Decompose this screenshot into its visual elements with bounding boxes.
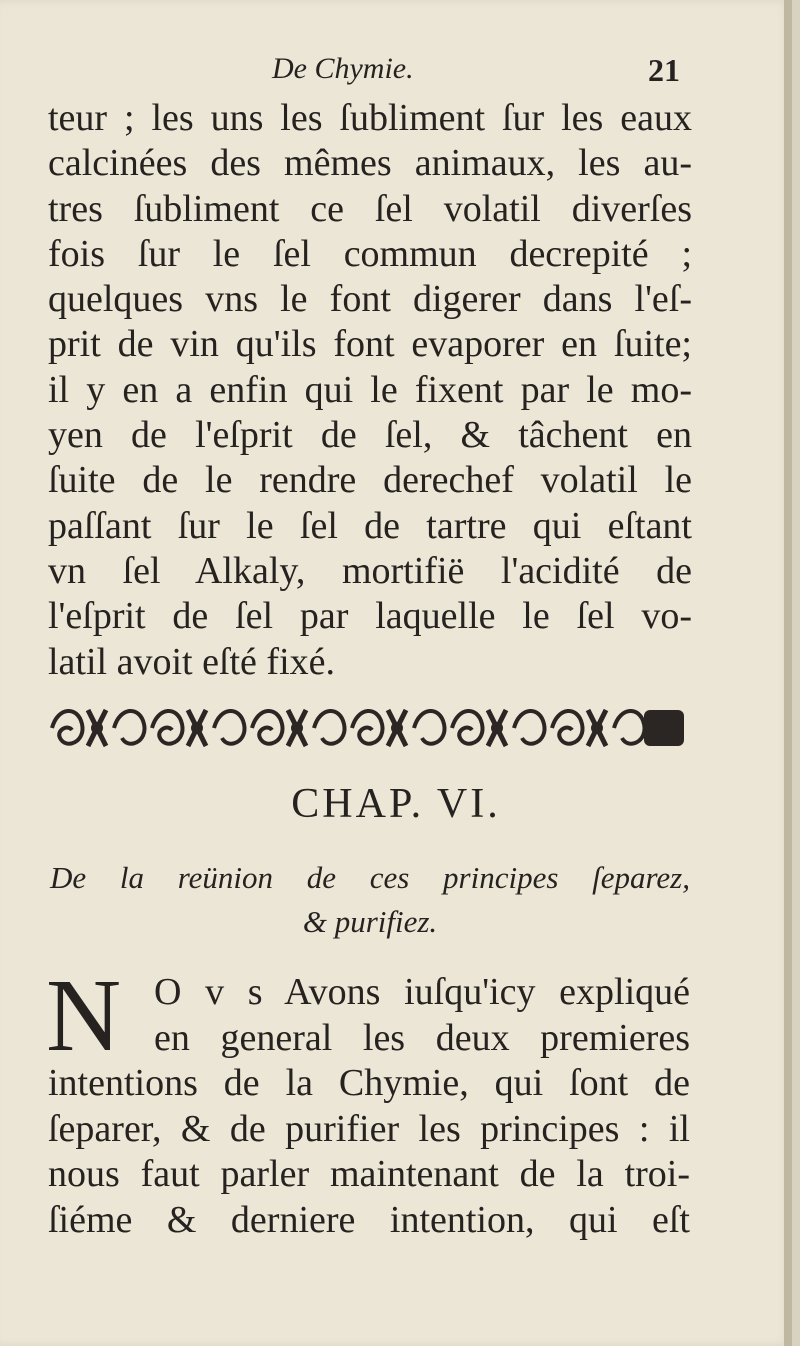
text-line: ſuite de le rendre derechef volatil le [48, 459, 692, 502]
text-line: tres ſubliment ce ſel volatil diverſes [48, 187, 692, 230]
text-line: intentions de la Chymie, qui ſont de [48, 1062, 690, 1104]
text-line: paſſant ſur le ſel de tartre qui eſtant [48, 504, 692, 547]
body-text [48, 96, 692, 685]
paragraph [46, 958, 690, 1243]
text-line: quelques vns le font digerer dans l'eſ- [48, 278, 692, 321]
page-edge [784, 0, 792, 1346]
ornamental-band-icon [48, 700, 688, 756]
subtitle-line: De la reünion de ces principes ſeparez, [50, 860, 690, 895]
text-line: ſeparer, & de purifier les principes : il [48, 1107, 690, 1150]
text-line: prit de vin qu'ils font evaporer en ſuite; [48, 323, 692, 366]
page-number: 21 [648, 52, 680, 88]
text-line: nous faut parler maintenant de la troi- [48, 1153, 690, 1195]
text-line: fois ſur le ſel commun decrepité ; [48, 232, 692, 275]
text-line: calcinées des mêmes animaux, les au- [48, 142, 692, 185]
text-line: ſiéme & derniere intention, qui eſt [48, 1198, 690, 1241]
text-line: latil avoit eſté fixé. [48, 640, 336, 683]
drop-cap: N [46, 958, 122, 1073]
text-line: teur ; les uns les ſubliment ſur les eaux [48, 97, 692, 139]
text-line: yen de l'eſprit de ſel, & tâchent en [48, 414, 692, 457]
chapter-heading: CHAP. VI. [291, 781, 501, 827]
text-line: l'eſprit de ſel par laquelle le ſel vo- [48, 595, 692, 638]
page-header [0, 52, 792, 96]
text-line: O v s Avons iuſqu'icy expliqué [154, 971, 690, 1013]
text-line: en general les deux premieres [154, 1016, 690, 1059]
text-line: vn ſel Alkaly, mortifië l'acidité de [48, 549, 692, 592]
text-line: il y en a enfin qui le fixent par le mo- [48, 368, 692, 411]
chapter-subtitle [50, 856, 690, 944]
running-title: De Chymie. [272, 52, 414, 85]
subtitle-line: & purifiez. [302, 904, 438, 939]
